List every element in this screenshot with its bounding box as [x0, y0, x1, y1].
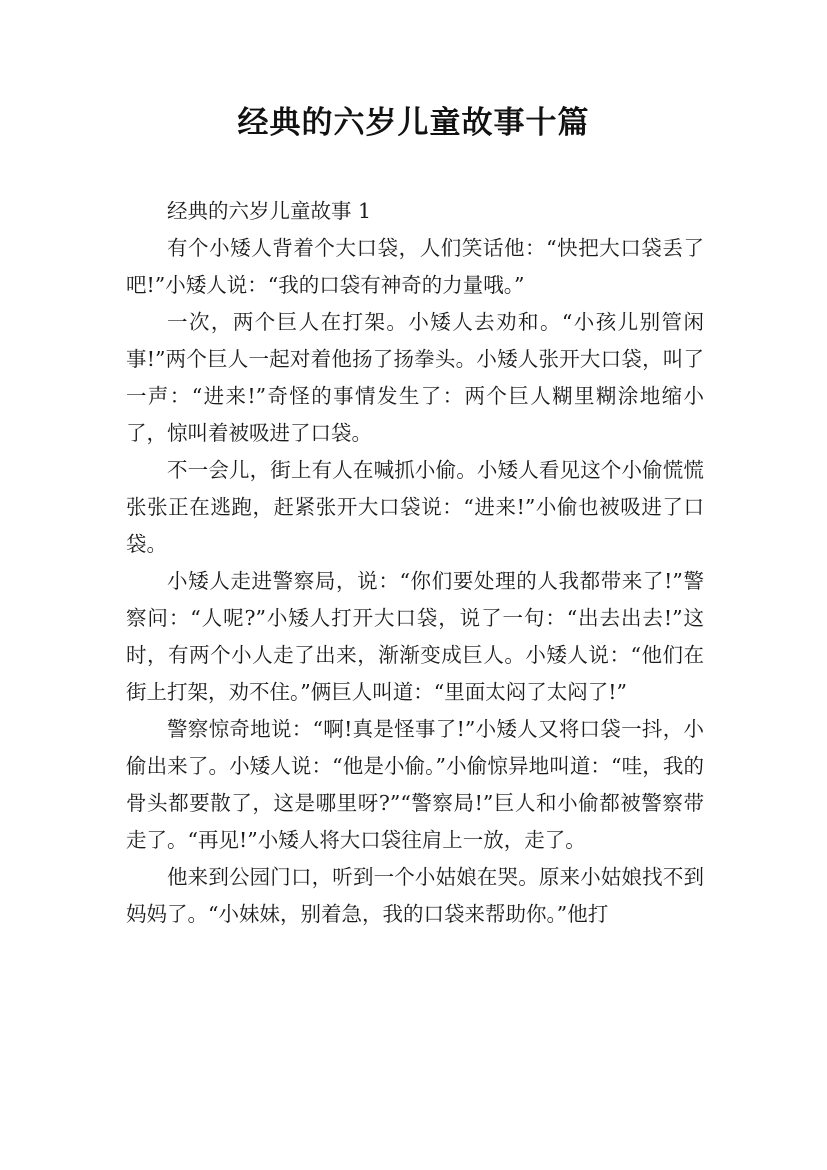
- paragraph: 他来到公园门口，听到一个小姑娘在哭。原来小姑娘找不到妈妈了。“小妹妹，别着急，我的口袋来帮助你。”他打: [126, 865, 704, 926]
- document-body: [126, 193, 704, 933]
- paragraph: 一次，两个巨人在打架。小矮人去劝和。“小孩儿别管闲事!”两个巨人一起对着他扬了扬拳头。小矮人张开大口袋，叫了一声：“进来!”奇怪的事情发生了：两个巨人糊里糊涂地缩小了，惊叫着被吸进了口袋。: [126, 310, 704, 445]
- document-title: 经典的六岁儿童故事十篇: [237, 105, 590, 141]
- paragraph: 警察惊奇地说：“啊!真是怪事了!”小矮人又将口袋一抖，小偷出来了。小矮人说：“他是小偷。”小偷惊异地叫道：“哇，我的骨头都要散了，这是哪里呀?”“警察局!”巨人和小偷都被警察带走了。“再见!”小矮人将大口袋往肩上一放，走了。: [126, 717, 704, 852]
- story-heading: 经典的六岁儿童故事 1: [167, 199, 372, 223]
- paragraph: 小矮人走进警察局，说：“你们要处理的人我都带来了!”警察问：“人呢?”小矮人打开大口袋，说了一句：“出去出去!”这时，有两个小人走了出来，渐渐变成巨人。小矮人说：“他们在街上打架，劝不住。”俩巨人叫道：“里面太闷了太闷了!”: [126, 569, 704, 704]
- paragraph: 不一会儿，街上有人在喊抓小偷。小矮人看见这个小偷慌慌张张正在逃跑，赶紧张开大口袋说：“进来!”小偷也被吸进了口袋。: [126, 458, 704, 556]
- paragraph: 有个小矮人背着个大口袋，人们笑话他：“快把大口袋丢了吧!”小矮人说：“我的口袋有神奇的力量哦。”: [126, 236, 704, 297]
